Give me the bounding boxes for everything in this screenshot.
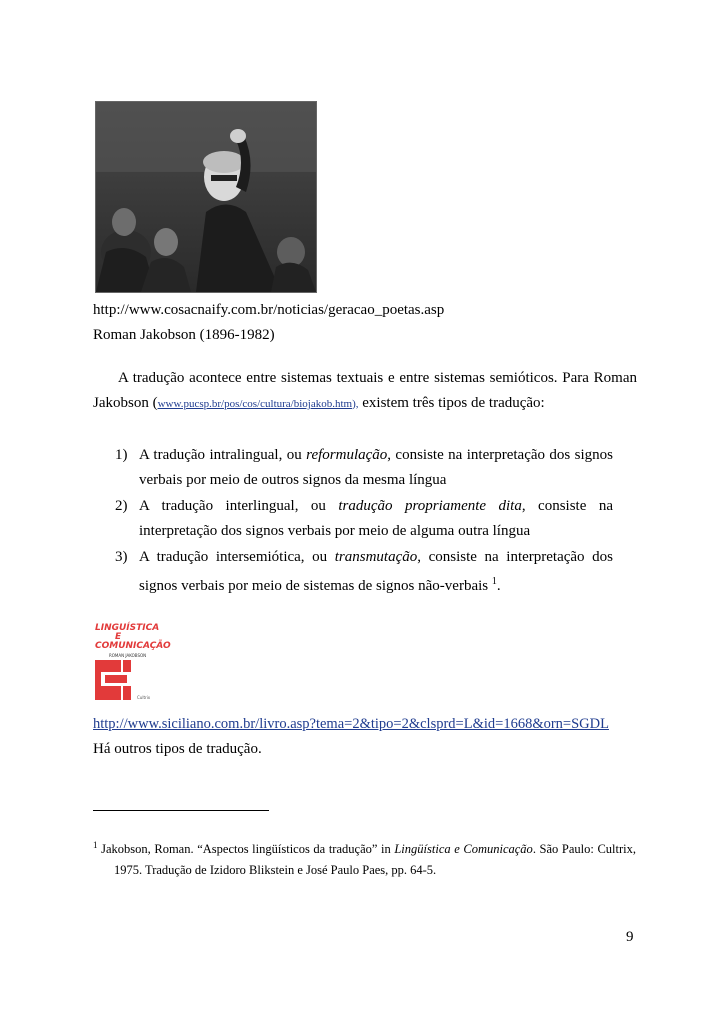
intro-prefix: Jakobson ( (93, 395, 158, 411)
list-number-3: 3) (115, 549, 128, 565)
list-item-3-pre: A tradução intersemiótica, ou (139, 549, 335, 565)
photo-source-url[interactable]: http://www.cosacnaify.com.br/noticias/geracao_poetas.asp (93, 302, 445, 318)
intro-close: ), (352, 398, 359, 410)
page-number: 9 (626, 929, 634, 945)
intro-line-2 (93, 393, 545, 414)
book-cover[interactable] (93, 622, 171, 707)
list-item-3-end: . (496, 578, 501, 594)
list-item-3-post: , consiste na interpretação dos (417, 549, 613, 565)
biography-link[interactable]: www.pucsp.br/pos/cos/cultura/biojakob.htm (157, 398, 353, 410)
list-item-3-line-2-text: signos verbais por meio de sistemas de signos não-verbais (139, 578, 492, 594)
list-item-3-line-2 (139, 572, 501, 596)
intro-rest: existem três tipos de tradução: (358, 395, 545, 411)
book-author: ROMAN JAKOBSON (109, 653, 147, 658)
footnote-pre: Jakobson, Roman. “Aspectos lingüísticos da tradução” in (101, 842, 395, 857)
list-item-2-post: , consiste na (521, 498, 613, 514)
footnote-separator (93, 810, 269, 811)
footnote-book: Lingüística e Comunicação (394, 842, 533, 857)
footnote-ref[interactable]: 1 (491, 576, 497, 587)
intro-line-1: A tradução acontece entre sistemas textuais e entre sistemas semióticos. Para Roman (118, 370, 637, 386)
jakobson-photo (95, 101, 317, 293)
list-item-1-line-2: verbais por meio de outros signos da mesma língua (139, 472, 447, 488)
list-item-2-term: tradução propriamente dita (338, 498, 522, 514)
list-item-2-line-2: interpretação dos signos verbais por meio de alguma outra língua (139, 523, 531, 539)
list-item-3-term: transmutação (334, 549, 418, 565)
list-item-3-line-1 (139, 547, 613, 567)
book-title-line-2: E (115, 632, 122, 642)
footnote-line-2: 1975. Tradução de Izidoro Blikstein e José Paulo Paes, pp. 64-5. (114, 863, 437, 877)
list-item-1-pre: A tradução intralingual, ou (139, 447, 307, 463)
footnote-mark: 1 (93, 840, 98, 850)
list-item-1-post: , consiste na interpretação dos signos (387, 447, 613, 463)
list-item-1-term: reformulação (306, 447, 388, 463)
book-link[interactable]: http://www.siciliano.com.br/livro.asp?tema=2&tipo=2&clsprd=L&id=1668&orn=SGDL (93, 716, 609, 732)
photo-caption: Roman Jakobson (1896-1982) (93, 327, 275, 343)
footnote-post: . São Paulo: Cultrix, (532, 842, 636, 857)
list-number-2: 2) (115, 498, 128, 514)
closing-sentence: Há outros tipos de tradução. (93, 741, 262, 757)
list-item-2-pre: A tradução interlingual, ou (139, 498, 339, 514)
list-item-1-line-1 (139, 445, 613, 465)
book-publisher: Cultrix (137, 695, 151, 700)
jakobson-photo-graphic (96, 102, 316, 292)
book-title-line-1: LINGUÍSTICA (95, 623, 160, 633)
footnote-line-1 (93, 836, 636, 858)
list-item-2-line-1 (139, 496, 613, 516)
book-title-line-3: COMUNICAÇÃO (95, 641, 171, 651)
list-number-1: 1) (115, 447, 128, 463)
